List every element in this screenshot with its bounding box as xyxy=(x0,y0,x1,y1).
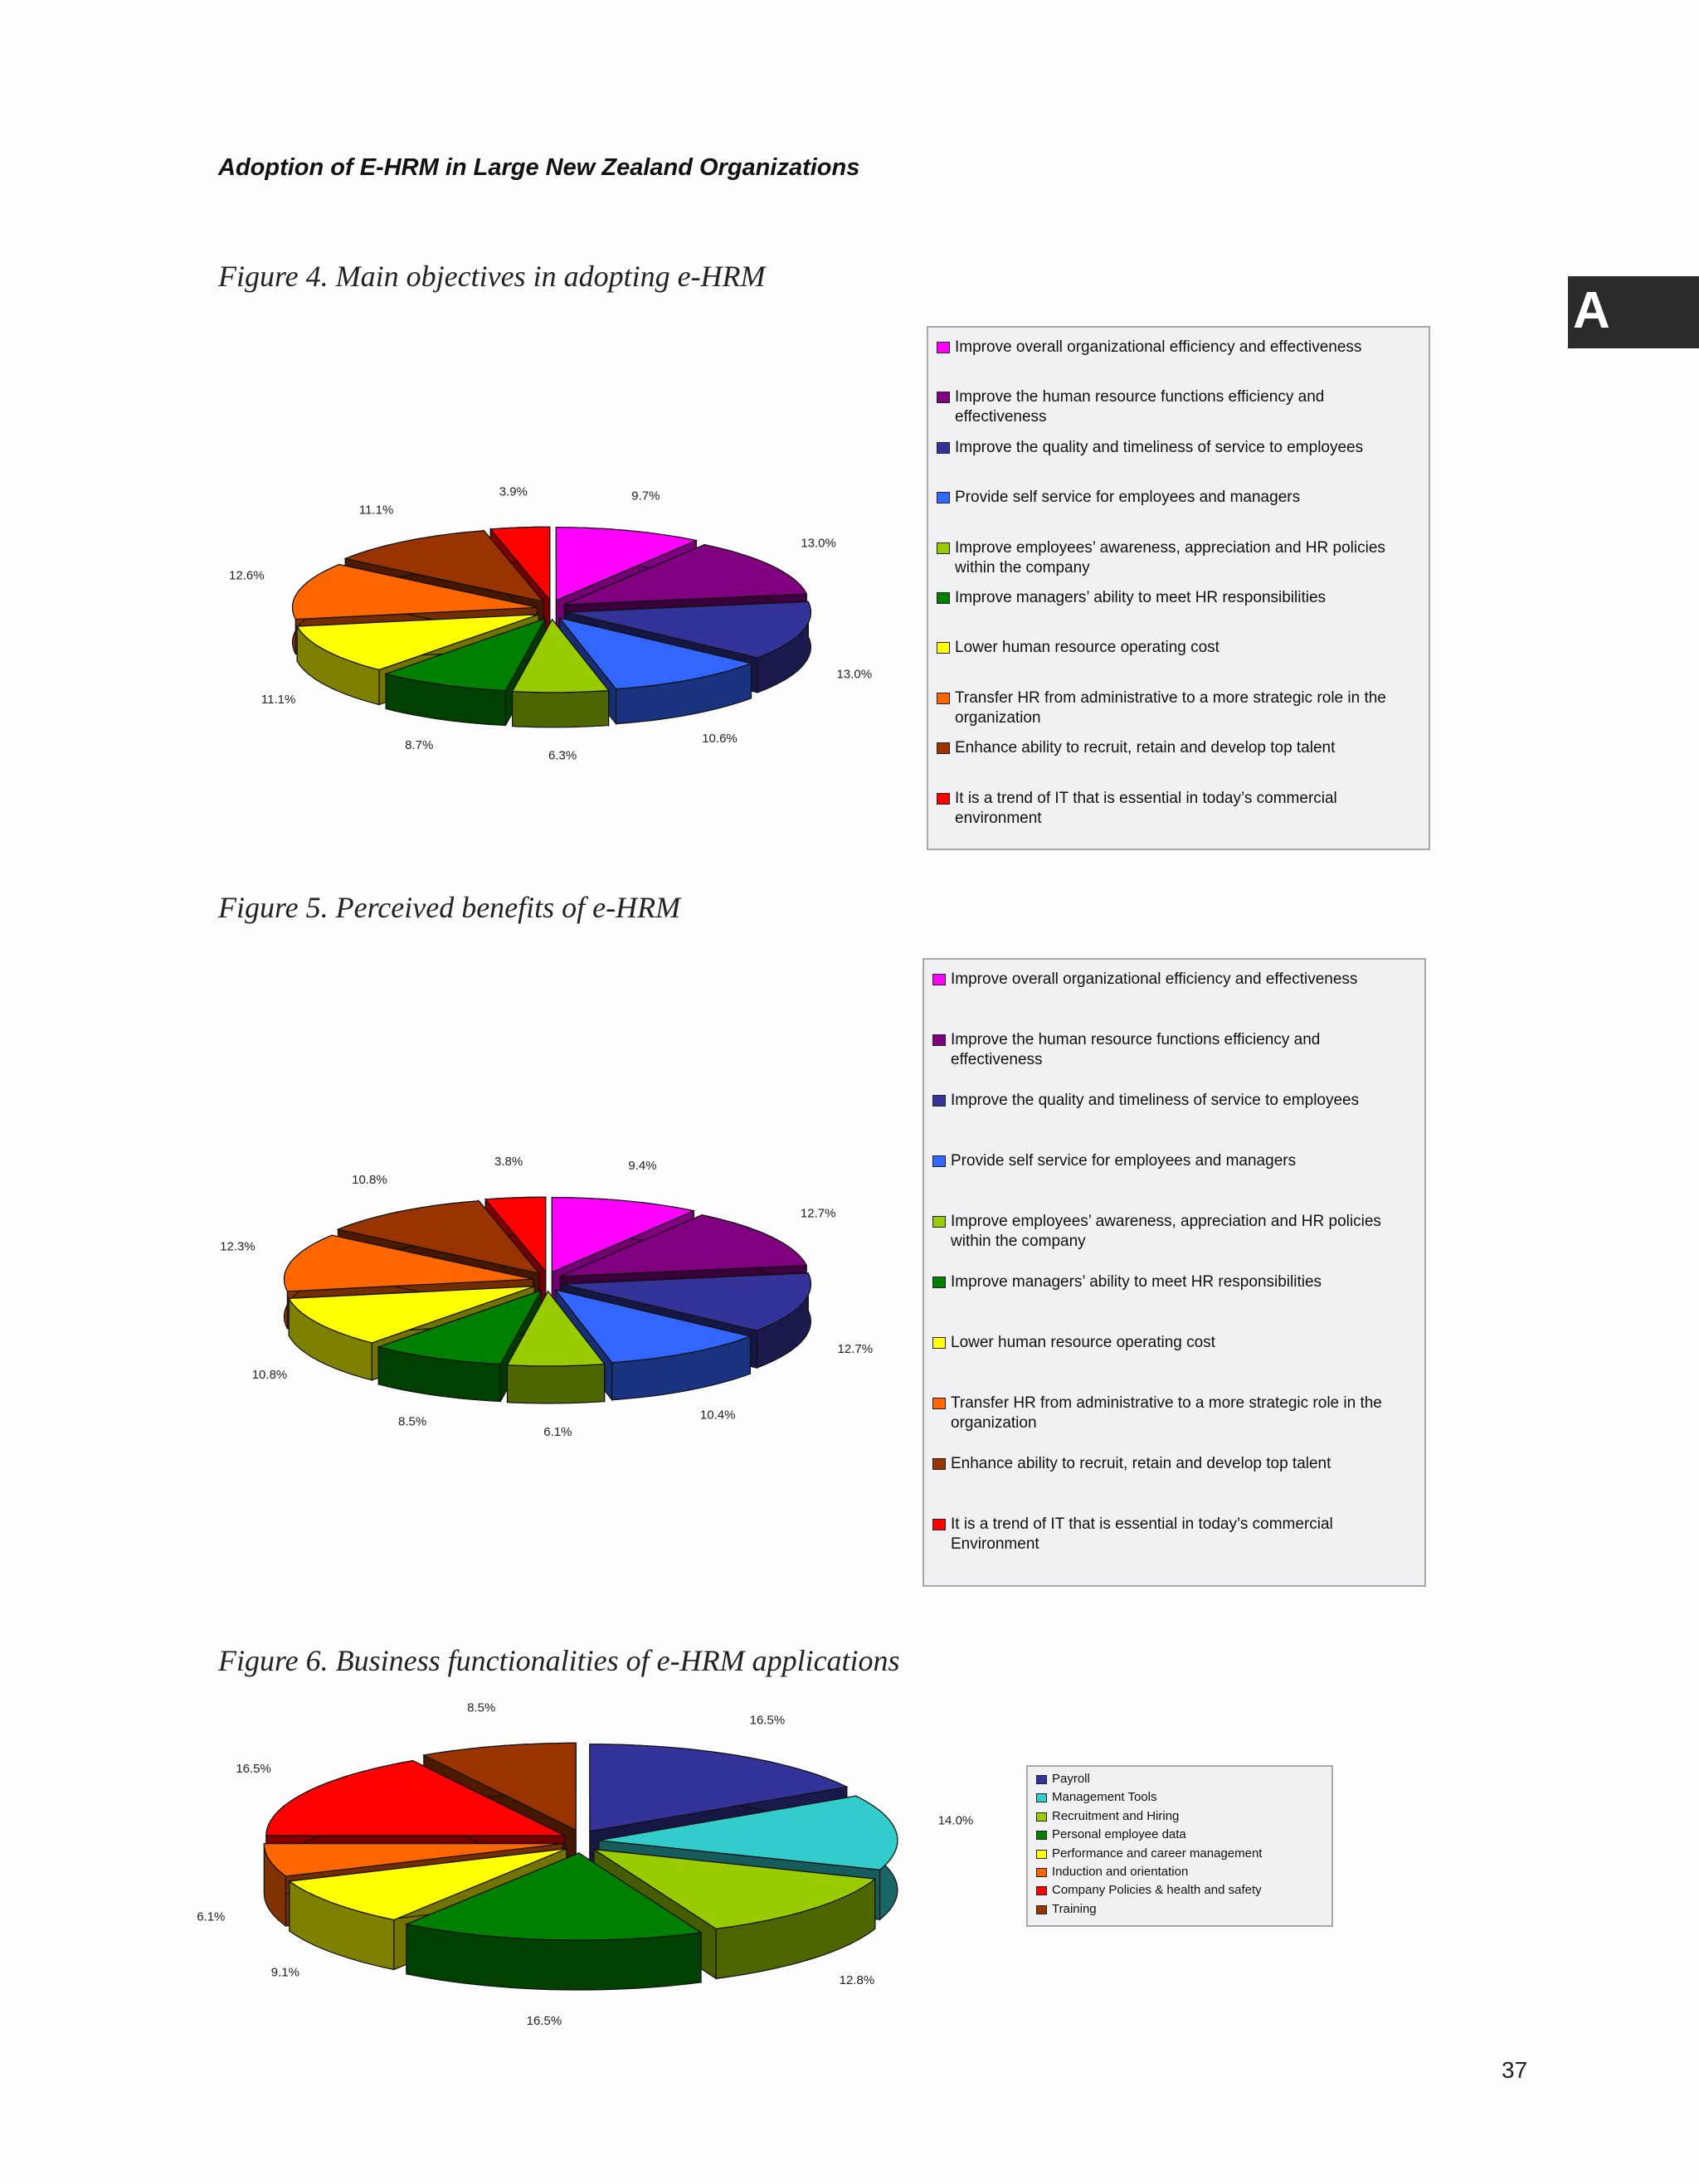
legend-item xyxy=(1036,1809,1322,1824)
legend-item xyxy=(932,1272,1414,1292)
legend-swatch xyxy=(937,642,950,654)
legend-label: Improve employees’ awareness, appreciation and HR policies within the company xyxy=(955,538,1385,576)
legend-label: Management Tools xyxy=(1052,1790,1157,1805)
pie-data-label: 6.1% xyxy=(197,1909,226,1924)
legend-label: Training xyxy=(1052,1901,1097,1916)
pie-data-label: 6.3% xyxy=(548,748,577,763)
slice-side-wall xyxy=(513,690,609,727)
pie-data-label: 10.8% xyxy=(352,1172,387,1187)
legend-swatch xyxy=(1036,1793,1047,1802)
legend-swatch xyxy=(937,592,950,604)
legend-item xyxy=(1036,1883,1322,1898)
legend-label: Induction and orientation xyxy=(1052,1864,1189,1879)
legend-item xyxy=(932,1151,1414,1171)
legend-item xyxy=(932,1091,1414,1111)
pie-data-label: 16.5% xyxy=(236,1761,271,1776)
pie-data-label: 6.1% xyxy=(543,1425,572,1440)
pie-data-label: 12.6% xyxy=(229,568,265,583)
legend-item xyxy=(932,1454,1414,1474)
legend-item xyxy=(932,1030,1414,1070)
legend-swatch xyxy=(932,1398,946,1409)
legend-swatch xyxy=(937,492,950,503)
legend-label: It is a trend of IT that is essential in today’s commercial Environment xyxy=(951,1515,1333,1553)
legend-swatch xyxy=(932,1095,946,1107)
pie-data-label: 13.0% xyxy=(801,536,836,551)
legend-item xyxy=(932,970,1414,990)
pie-data-label: 14.0% xyxy=(937,1813,974,1828)
figure-4-pie xyxy=(229,485,872,763)
slice-side-wall xyxy=(508,1364,605,1403)
legend-swatch xyxy=(932,974,946,985)
legend-label: Performance and career management xyxy=(1052,1846,1263,1861)
legend-item xyxy=(937,738,1419,758)
legend-item xyxy=(1036,1827,1322,1842)
legend-swatch xyxy=(1036,1812,1047,1822)
legend-swatch xyxy=(937,342,950,353)
running-header-title: Adoption of E-HRM in Large New Zealand Organizations xyxy=(218,154,860,181)
legend-label: Transfer HR from administrative to a more strategic role in the organization xyxy=(955,688,1386,727)
legend-item xyxy=(1036,1865,1322,1880)
pie-data-label: 12.8% xyxy=(839,1973,875,1987)
legend-item xyxy=(1036,1790,1322,1805)
legend-swatch xyxy=(937,442,950,454)
pie-data-label: 16.5% xyxy=(526,2014,562,2029)
figure-6-pie xyxy=(197,1701,973,2028)
legend-item xyxy=(937,538,1419,578)
legend-label: Improve the quality and timeliness of service to employees xyxy=(951,1092,1360,1109)
legend-swatch xyxy=(1036,1868,1047,1877)
figure-6-caption: Figure 6. Business functionalities of e-HRM applications xyxy=(218,1644,900,1677)
legend-item xyxy=(1036,1902,1322,1917)
legend-label: Improve the human resource functions efficiency and effectiveness xyxy=(951,1031,1321,1068)
pie-data-label: 10.4% xyxy=(699,1408,736,1423)
legend-label: Improve overall organizational efficiency and effectiveness xyxy=(951,970,1358,988)
legend-label: Improve managers’ ability to meet HR responsibilities xyxy=(951,1273,1322,1291)
legend-label: Improve employees’ awareness, appreciation and HR policies within the company xyxy=(951,1213,1381,1250)
legend-label: Improve the quality and timeliness of service to employees xyxy=(955,438,1364,456)
legend-label: Improve the human resource functions efficiency and effectiveness xyxy=(955,388,1325,426)
pie-data-label: 10.8% xyxy=(251,1368,288,1383)
legend-label: Provide self service for employees and managers xyxy=(951,1152,1297,1170)
legend-swatch xyxy=(1036,1905,1047,1914)
legend-swatch xyxy=(932,1337,946,1349)
legend-label: Recruitment and Hiring xyxy=(1052,1808,1180,1823)
legend-item xyxy=(937,438,1419,458)
pie-data-label: 16.5% xyxy=(749,1713,786,1728)
figure-5-pie xyxy=(220,1155,873,1439)
page-number: 37 xyxy=(1502,2057,1528,2083)
legend-item xyxy=(937,488,1419,508)
legend-swatch xyxy=(937,542,950,554)
legend-swatch xyxy=(932,1277,946,1288)
pie-data-label: 8.5% xyxy=(397,1414,427,1429)
pie-data-label: 10.6% xyxy=(702,731,738,746)
pie-data-label: 9.7% xyxy=(631,489,660,503)
legend-swatch xyxy=(932,1034,946,1046)
figure-5-caption: Figure 5. Perceived benefits of e-HRM xyxy=(218,891,681,924)
legend-swatch xyxy=(932,1216,946,1228)
legend-item xyxy=(932,1212,1414,1252)
section-tab-letter: A xyxy=(1573,282,1610,339)
legend-label: Enhance ability to recruit, retain and develop top talent xyxy=(955,739,1336,757)
legend-swatch xyxy=(1036,1775,1047,1784)
legend-label: Company Policies & health and safety xyxy=(1052,1883,1262,1898)
legend-label: It is a trend of IT that is essential in today’s commercial environment xyxy=(955,789,1337,827)
legend-swatch xyxy=(1036,1850,1047,1859)
pie-data-label: 13.0% xyxy=(836,667,873,682)
legend-label: Improve managers’ ability to meet HR responsibilities xyxy=(955,589,1327,606)
legend-item xyxy=(1036,1772,1322,1787)
pie-data-label: 12.7% xyxy=(800,1206,836,1221)
legend-label: Improve overall organizational efficiency and effectiveness xyxy=(955,338,1362,356)
legend-swatch xyxy=(1036,1886,1047,1895)
legend-item xyxy=(932,1333,1414,1353)
legend-swatch xyxy=(932,1458,946,1470)
legend-label: Lower human resource operating cost xyxy=(955,639,1219,657)
legend-swatch xyxy=(937,392,950,403)
legend-item xyxy=(937,588,1419,608)
legend-item xyxy=(932,1515,1414,1554)
pie-data-label: 3.8% xyxy=(494,1154,523,1169)
figure-4-caption: Figure 4. Main objectives in adopting e-HRM xyxy=(218,260,766,293)
legend-item xyxy=(937,638,1419,658)
pie-data-label: 11.1% xyxy=(260,692,296,707)
pie-data-label: 11.1% xyxy=(358,503,394,518)
legend-label: Payroll xyxy=(1052,1772,1090,1786)
legend-swatch xyxy=(932,1155,946,1167)
figure-5-legend xyxy=(923,958,1426,1587)
pie-data-label: 12.7% xyxy=(837,1342,874,1357)
legend-item xyxy=(1036,1846,1322,1861)
legend-swatch xyxy=(932,1519,946,1530)
legend-item xyxy=(937,688,1419,728)
legend-swatch xyxy=(937,793,950,805)
legend-swatch xyxy=(1036,1831,1047,1840)
legend-label: Enhance ability to recruit, retain and develop top talent xyxy=(951,1455,1331,1472)
legend-item xyxy=(937,338,1419,358)
pie-data-label: 8.5% xyxy=(467,1700,496,1715)
legend-label: Provide self service for employees and managers xyxy=(955,489,1301,507)
pie-data-label: 8.7% xyxy=(405,738,434,752)
pie-data-label: 3.9% xyxy=(499,484,528,499)
legend-label: Transfer HR from administrative to a more strategic role in the organization xyxy=(951,1394,1382,1432)
legend-swatch xyxy=(937,742,950,754)
figure-6-legend xyxy=(1026,1765,1333,1927)
legend-item xyxy=(932,1394,1414,1433)
legend-item xyxy=(937,387,1419,427)
pie-data-label: 9.1% xyxy=(270,1965,300,1980)
legend-item xyxy=(937,789,1419,829)
figure-4-legend xyxy=(927,326,1430,850)
pie-data-label: 9.4% xyxy=(628,1159,657,1173)
legend-label: Lower human resource operating cost xyxy=(951,1334,1215,1351)
pie-data-label: 12.3% xyxy=(220,1239,256,1254)
legend-swatch xyxy=(937,693,950,704)
legend-label: Personal employee data xyxy=(1052,1827,1186,1842)
